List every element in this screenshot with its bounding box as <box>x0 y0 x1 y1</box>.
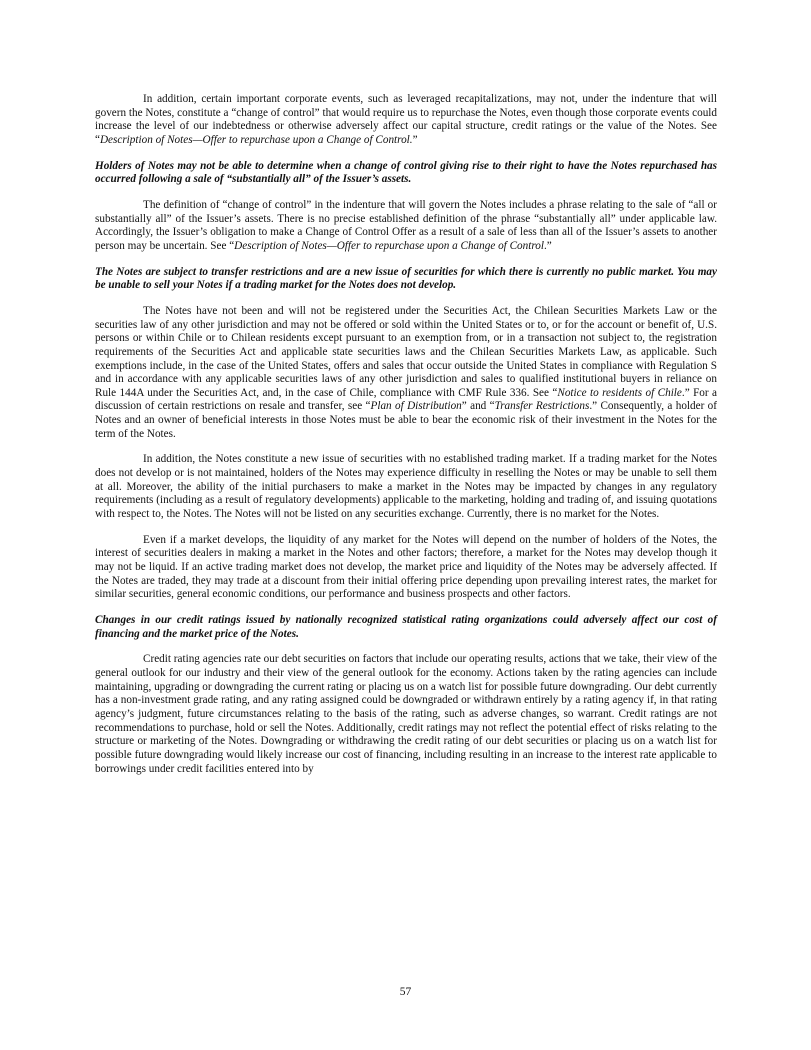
text-run: .” Consequently, a holder of Notes and an owner of beneficial interests in those Notes must be able to bear the economic risk of their investment in the Notes for the term of the Notes. <box>95 400 717 440</box>
section-heading <box>95 614 717 641</box>
body-paragraph <box>95 199 717 254</box>
cross-reference: Transfer Restrictions <box>494 400 590 413</box>
text-run: .” For a discussion of certain restrictions on resale and transfer, see “ <box>95 386 718 413</box>
cross-reference: Plan of Distribution <box>370 400 462 413</box>
text-run: Even if a market develops, the liquidity of any market for the Notes will depend on the number of holders of the Notes, the interest of securities dealers in making a market in the Notes and other factors; therefore, a market for the Notes may develop though it may not be liquid. If an active trading market does not develop, the market price and liquidity of the Notes may be adversely affected. If the Notes are traded, they may trade at a discount from their initial offering price depending upon prevailing interest rates, the market for similar securities, general economic conditions, our performance and business prospects and other factors. <box>95 533 717 601</box>
body-paragraph <box>95 93 717 148</box>
cross-reference: Description of Notes—Offer to repurchase upon a Change of Control. <box>99 133 413 146</box>
cross-reference: Description of Notes—Offer to repurchase upon a Change of Control <box>234 239 544 252</box>
text-run: The Notes have not been and will not be registered under the Securities Act, the Chilean Securities Markets Law or the securities law of any other jurisdiction and may not be offered or sold within the United States or to, or for the account or benefit of, U.S. persons or within Chile or to Chilean residents except pursuant to an exemption from, or in a transaction not subject to, the registration requirements of the Securities Act and applicable state securities laws and the Chilean Securities Markets Law, as applicable. Such exemptions include, in the case of the United States, offers and sales that occur outside the United States in compliance with Regulation S and in accordance with any applicable securities laws of any other jurisdiction and sales to qualified institutional buyers in reliance on Rule 144A under the Securities Act, and, in the case of Chile, compliance with CMF Rule 336. See “ <box>95 304 717 399</box>
body-paragraph <box>95 453 717 521</box>
body-paragraph <box>95 653 717 776</box>
text-run: In addition, certain important corporate events, such as leveraged recapitalizations, may not, under the indenture that will govern the Notes, constitute a “change of control” that would require us to repurchase the Notes, even though those corporate events could increase the level of our indebtedness or otherwise adversely affect our capital structure, credit ratings or the value of the Notes. See “ <box>95 93 717 146</box>
document-page <box>95 93 717 788</box>
text-run: ” <box>412 133 418 146</box>
page-number: 57 <box>399 986 412 998</box>
body-paragraph <box>95 534 717 602</box>
text-run: Changes in our credit ratings issued by nationally recognized statistical rating organizations could adversely affect our cost of financing and the market price of the Notes. <box>95 614 717 640</box>
text-run: Credit rating agencies rate our debt securities on factors that include our operating results, actions that we take, their view of the general outlook for our industry and their view of the general outlook for the economy. Actions taken by the rating agencies can include maintaining, upgrading or downgrading the current rating or placing us on a watch list for possible future downgrading. Our debt currently has a non-investment grade rating, and any rating assigned could be downgraded or withdrawn entirely by a rating agency if, in that rating agency’s judgment, future circumstances relating to the basis of the rating, such as adverse changes, so warrant. Credit ratings are not recommendations to purchase, hold or sell the Notes. Additionally, credit ratings may not reflect the potential effect of risks relating to the structure or marketing of the Notes. Downgrading or withdrawing the credit rating of our debt securities or placing us on a watch list for possible future downgrading would likely increase our cost of financing, including resulting in an increase to the interest rate applicable to borrowings under credit facilities entered into by <box>95 653 717 775</box>
text-run: In addition, the Notes constitute a new issue of securities with no established trading market. If a trading market for the Notes does not develop or is not maintained, holders of the Notes may experience difficulty in reselling the Notes or may be unable to sell them at all. Moreover, the ability of the initial purchasers to make a market in the Notes may be impacted by changes in any regulatory requirements (including as a result of regulatory developments) applicable to the marketing, holding and trading of, and issuing quotations with respect to, the Notes. The Notes will not be listed on any securities exchange. Currently, there is no market for the Notes. <box>95 453 717 521</box>
text-run: The Notes are subject to transfer restrictions and are a new issue of securities for which there is currently no public market. You may be unable to sell your Notes if a trading market for the Notes does not develop. <box>95 265 717 292</box>
section-heading <box>95 266 717 293</box>
text-run: .” <box>544 239 552 252</box>
text-run: The definition of “change of control” in the indenture that will govern the Notes includes a phrase relating to the sale of “all or substantially all” of the Issuer’s assets. There is no precise established definition of the phrase “substantially all” under applicable law. Accordingly, the Issuer’s obligation to make a Change of Control Offer as a result of a sale of less than all of the Issuer’s assets to another person may be uncertain. See “ <box>95 198 717 252</box>
section-heading <box>95 160 717 187</box>
document-body <box>95 93 717 776</box>
text-run: Holders of Notes may not be able to determine when a change of control giving rise to their right to have the Notes repurchased has occurred following a sale of “substantially all” of the Issuer’s assets. <box>95 159 717 186</box>
text-run: ” and “ <box>461 400 495 413</box>
body-paragraph <box>95 305 717 442</box>
cross-reference: Notice to residents of Chile <box>557 386 682 399</box>
